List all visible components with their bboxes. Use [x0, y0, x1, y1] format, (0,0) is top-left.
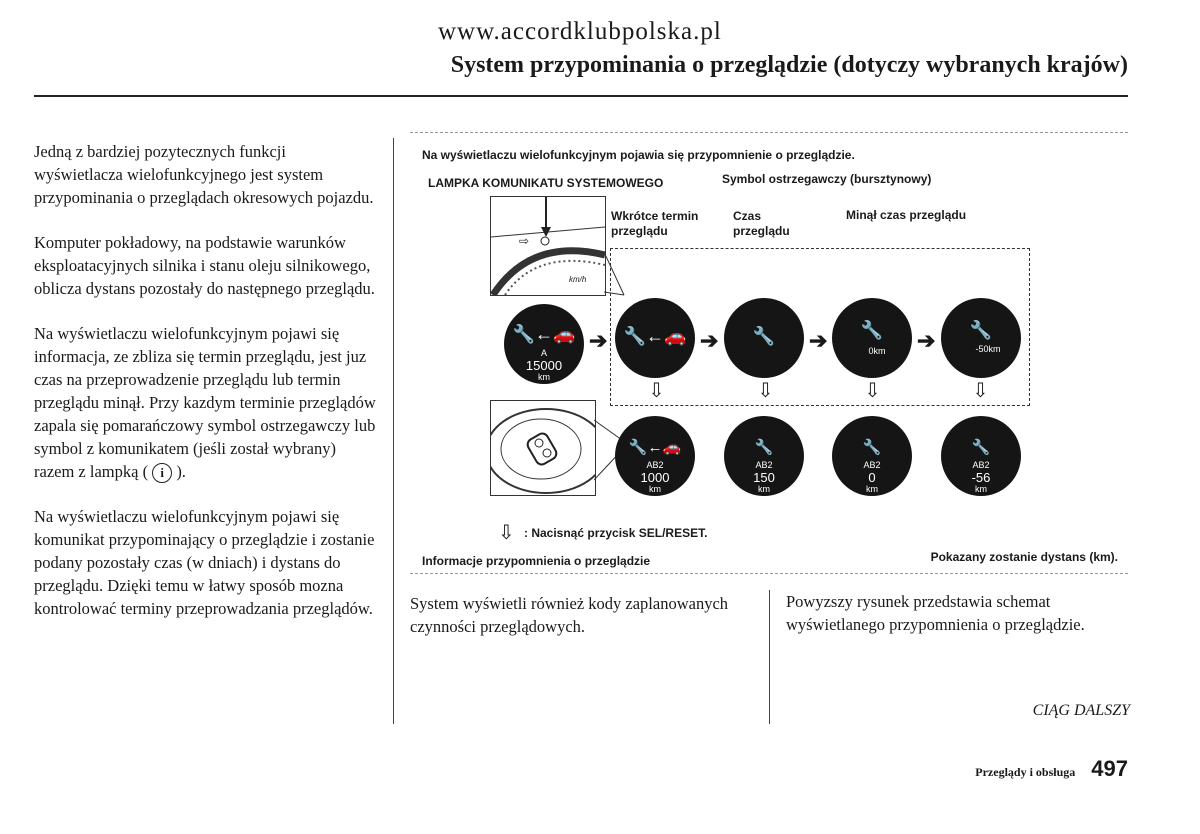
- page-footer: [975, 756, 1128, 782]
- stage-past-label: Minął czas przeglądu: [846, 208, 967, 222]
- display-gauge-overdue-detail: [941, 416, 1021, 496]
- site-url: www.accordklubpolska.pl: [438, 18, 722, 45]
- wrench-icon: 🔧: [862, 439, 882, 456]
- wrench-icon: 🔧: [752, 326, 776, 346]
- service-code: AB2: [755, 460, 773, 470]
- column-divider-right: [769, 590, 770, 724]
- down-arrow-icon: ⇩: [498, 522, 515, 544]
- distance-value: -56: [971, 470, 991, 485]
- paragraph-3: [34, 322, 376, 483]
- down-arrow-icon: ⇩: [757, 380, 774, 402]
- display-gauge-zero: [832, 298, 912, 378]
- lamp-label: LAMPKA KOMUNIKATU SYSTEMOWEGO: [428, 176, 664, 190]
- arrow-right-icon: ➔: [917, 328, 936, 353]
- display-gauge-initial: [504, 304, 584, 384]
- stage-soon-label: Wkrótce termin przeglądu: [611, 209, 699, 238]
- display-gauge-soon-detail: [615, 416, 695, 496]
- mid-paragraph: System wyświetli również kody zaplanowanych czynności przeglądowych.: [410, 594, 729, 636]
- header-divider: [34, 95, 1128, 97]
- wrench-icon: 🔧: [971, 439, 991, 456]
- paragraph-4: Na wyświetlaczu wielofunkcyjnym pojawi się komunikat przypominający o przeglądzie i zostanie podany pozostały czas (w dniach) i dystans do przeglądu. Dzięki temu w łatwy sposób mozna kontrolować terminy przeprowadzania przeglądów.: [34, 507, 375, 618]
- steering-drawing: [491, 401, 595, 495]
- page-number: 497: [1091, 756, 1128, 781]
- service-code: AB2: [972, 460, 990, 470]
- distance-unit: km: [866, 484, 878, 494]
- column-divider-left: [393, 138, 394, 724]
- svg-text:⇨: ⇨: [519, 234, 530, 248]
- paragraph-1: Jedną z bardziej pozytecznych funkcji wyświetlacza wielofunkcyjnego jest system przypominania o przeglądach okresowych pojazdu.: [34, 142, 374, 207]
- symbol-label: Symbol ostrzegawczy (bursztynowy): [722, 172, 932, 186]
- down-arrow-icon: ⇩: [972, 380, 989, 402]
- wrench-icon: 🔧: [754, 439, 774, 456]
- service-code: A: [540, 348, 547, 358]
- display-gauge-now-detail: [724, 416, 804, 496]
- arrow-right-icon: ➔: [700, 328, 719, 353]
- distance-unit: km: [649, 484, 661, 494]
- arrow-right-icon: ➔: [589, 328, 608, 353]
- wrench-icon: 🔧: [969, 320, 993, 340]
- wrench-icon: 🔧: [860, 320, 884, 340]
- instrument-cluster-illustration: [490, 196, 606, 296]
- distance-value: -50km: [975, 344, 1001, 354]
- right-paragraph: Powyzszy rysunek przedstawia schemat wyświetlanego przypomnienia o przeglądzie.: [786, 592, 1085, 634]
- figure-label-right: Pokazany zostanie dystans (km).: [930, 550, 1118, 564]
- down-arrow-icon: ⇩: [864, 380, 881, 402]
- stage-now-label: Czas przeglądu: [733, 209, 790, 238]
- continued-label: CIĄG DALSZY: [1032, 702, 1130, 719]
- info-icon: i: [152, 463, 172, 483]
- cluster-drawing: [491, 197, 605, 295]
- display-gauge-zero-detail: [832, 416, 912, 496]
- distance-unit: km: [975, 484, 987, 494]
- page-title: System przypominania o przeglądzie (dotyczy wybranych krajów): [450, 52, 1128, 78]
- paragraph-2: Komputer pokładowy, na podstawie warunków eksploatacyjnych silnika i stanu oleju silnikowego, oblicza dystans pozostały do następnego przeglądu.: [34, 233, 375, 298]
- distance-value: 15000: [525, 358, 563, 373]
- distance-value: 150: [753, 470, 775, 485]
- kmh-label: km/h: [569, 275, 587, 284]
- figure-label-left: Informacje przypomnienia o przeglądzie: [422, 554, 651, 568]
- display-gauge-now: [724, 298, 804, 378]
- distance-value: 0km: [868, 346, 886, 356]
- arrow-right-icon: ➔: [809, 328, 828, 353]
- steering-wheel-illustration: [490, 400, 596, 496]
- display-gauge-overdue: [941, 298, 1021, 378]
- wrench-car-icon: 🔧←🚗: [623, 326, 687, 346]
- wrench-car-icon: 🔧←🚗: [512, 324, 576, 344]
- paragraph-3-text: Na wyświetlaczu wielofunkcyjnym pojawi się informacja, ze zbliza się termin przeglądu, jest juz czas na przeprowadzenie przeglądu lub termin przeglądu minął. Przy kazdym terminie przeglądów zapala się pomarańczowy symbol ostrzegawczy lub symbol z komunikatem (jeśli został wybrany) razem z lampką (: [34, 324, 376, 481]
- service-code: AB2: [646, 460, 664, 470]
- figure-caption: Na wyświetlaczu wielofunkcyjnym pojawia się przypomnienie o przeglądzie.: [422, 148, 855, 162]
- down-arrow-icon: ⇩: [648, 380, 665, 402]
- service-code: AB2: [863, 460, 881, 470]
- display-gauge-soon: [615, 298, 695, 378]
- distance-value: 1000: [640, 470, 670, 485]
- distance-unit: km: [538, 372, 550, 382]
- legend-text: : Nacisnąć przycisk SEL/RESET.: [524, 526, 708, 540]
- paragraph-3-end: ).: [176, 462, 186, 481]
- distance-value: 0: [868, 470, 876, 485]
- section-name: Przeglądy i obsługa: [975, 765, 1076, 779]
- left-column: [34, 140, 376, 642]
- distance-unit: km: [758, 484, 770, 494]
- wrench-car-icon: 🔧←🚗: [628, 439, 682, 456]
